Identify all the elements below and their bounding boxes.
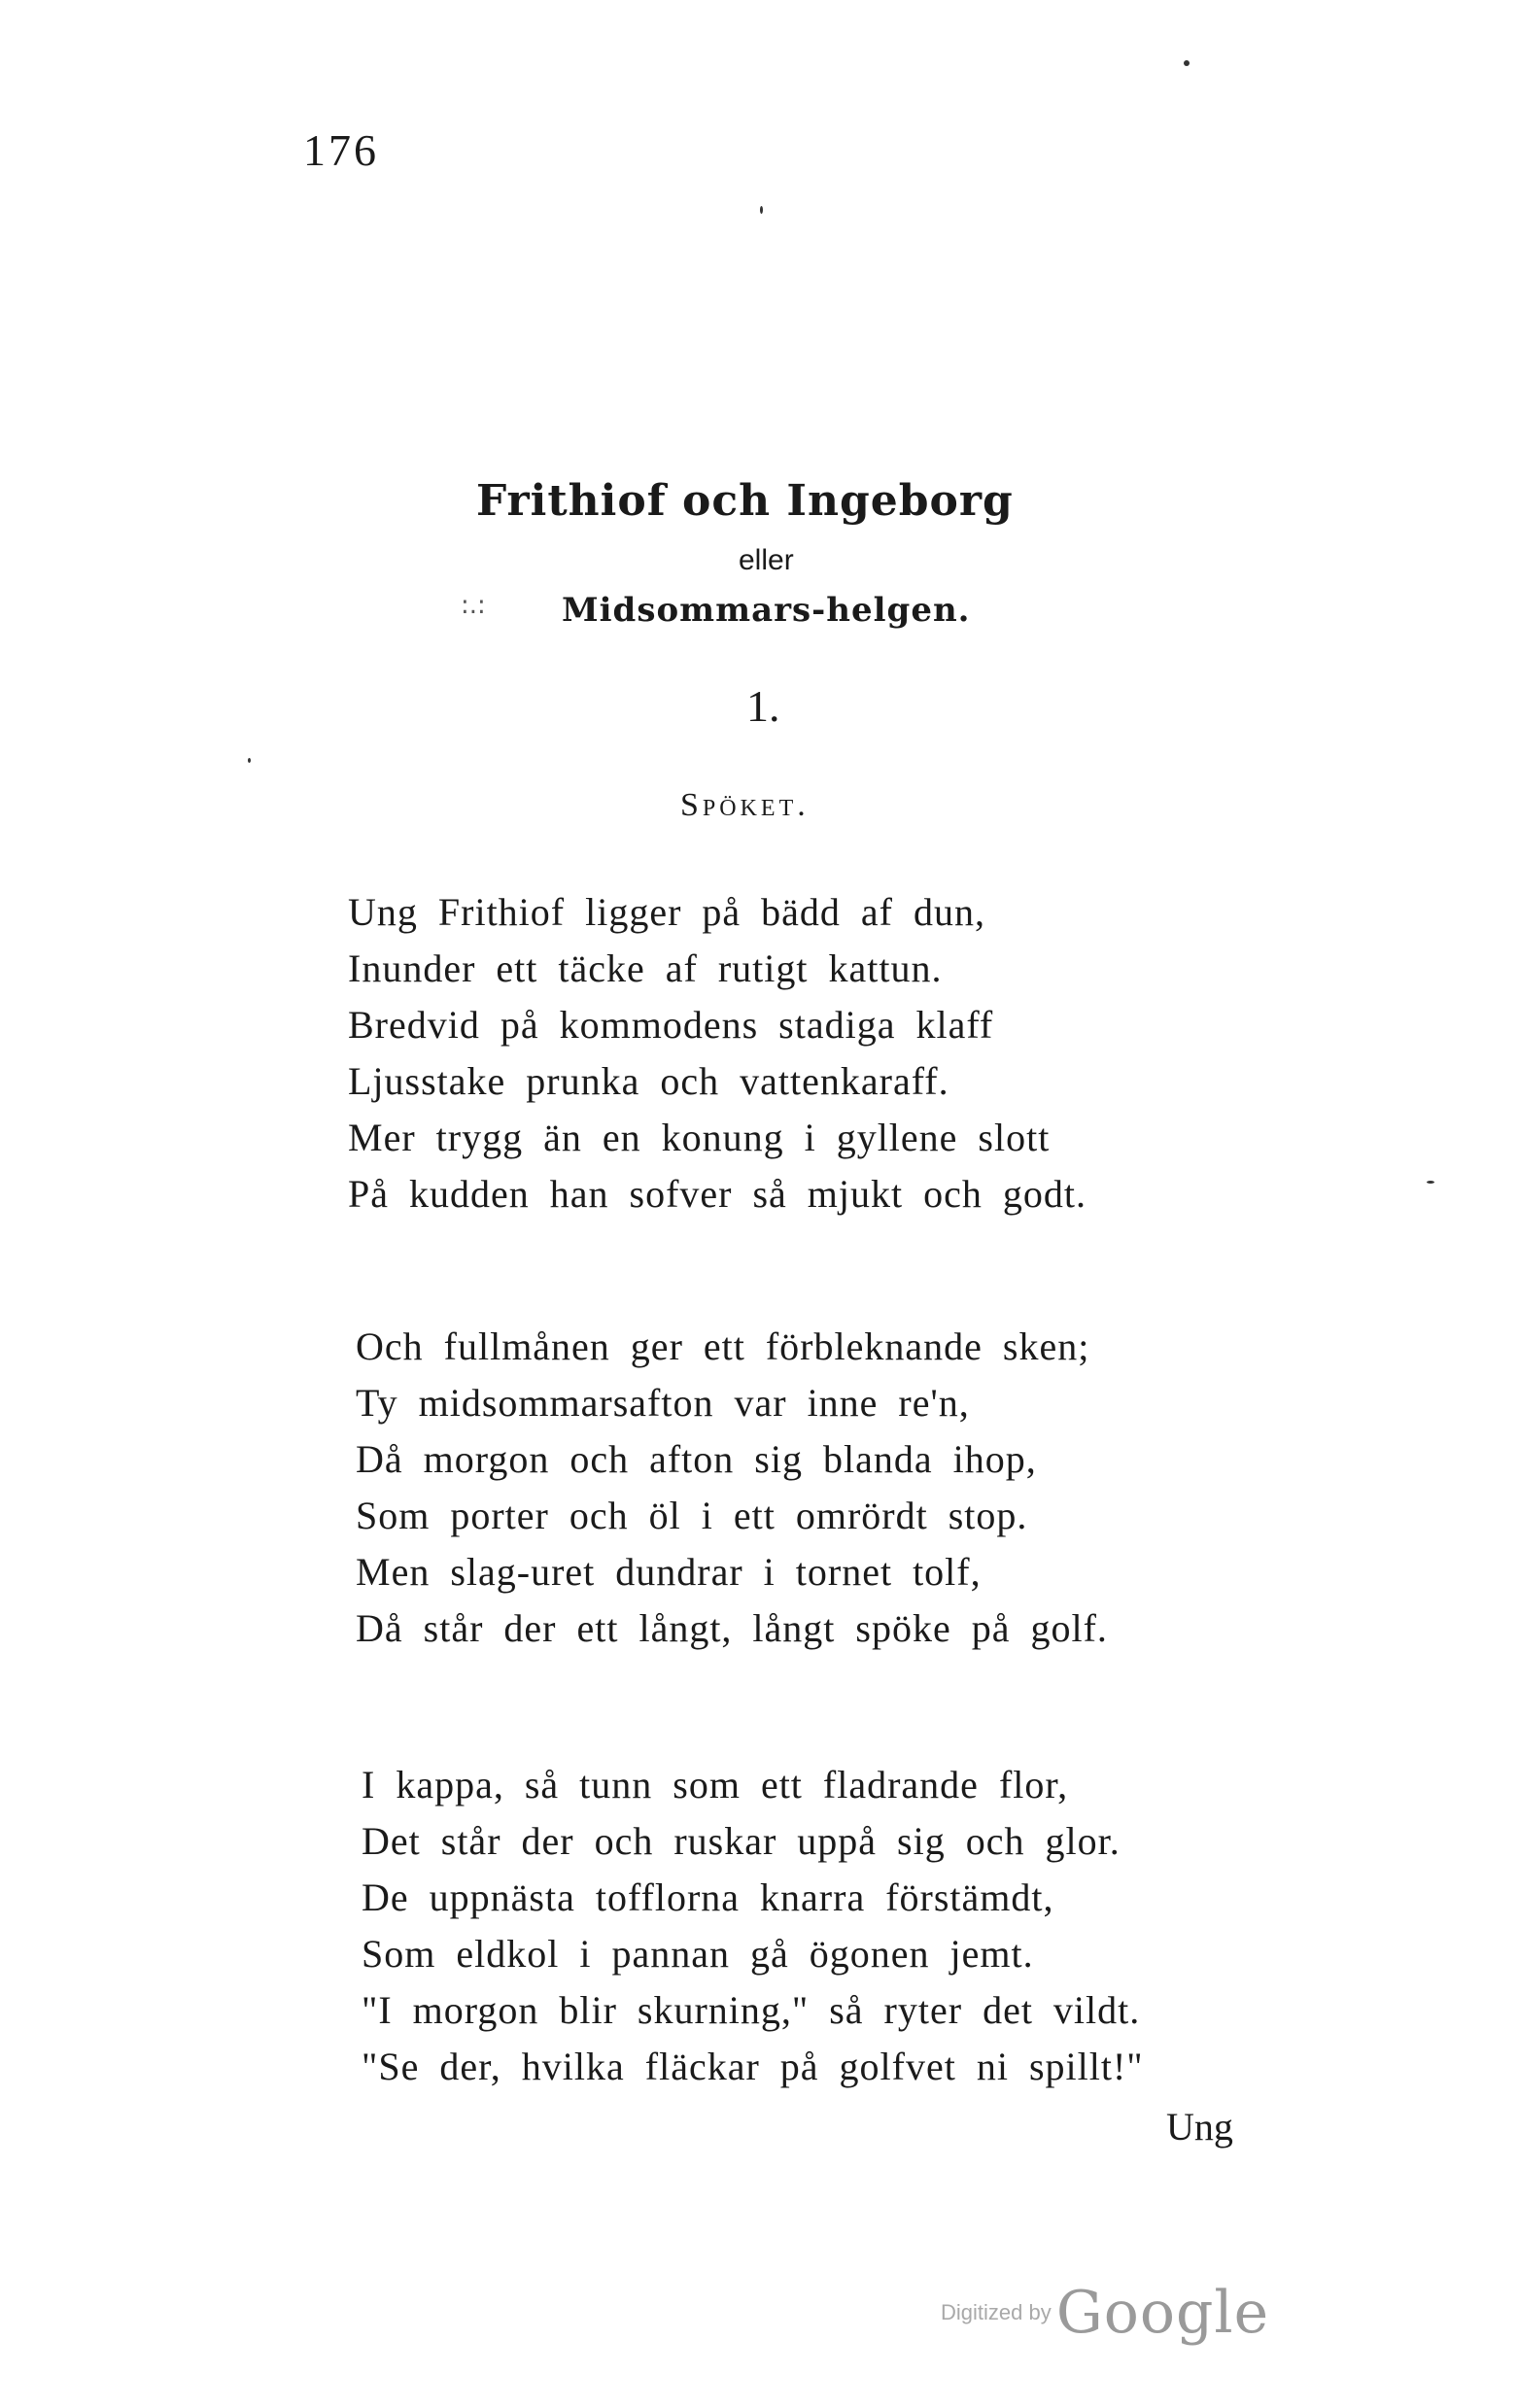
verse-line: Då står der ett långt, långt spöke på golf. <box>356 1606 1108 1650</box>
verse-line: Som porter och öl i ett omrördt stop. <box>356 1494 1028 1537</box>
verse-line: På kudden han sofver så mjukt och godt. <box>348 1172 1087 1216</box>
section-number: 1. <box>746 681 780 731</box>
verse-line: Då morgon och afton sig blanda ihop, <box>356 1437 1037 1481</box>
ornament-icon: :.: <box>461 591 486 620</box>
ink-speck <box>248 758 251 763</box>
verse-line: Som eldkol i pannan gå ögonen jemt. <box>362 1932 1034 1976</box>
catchword: Ung <box>1166 2105 1233 2149</box>
poem-title: Frithiof och Ingeborg <box>476 476 1014 526</box>
verse-line: Ung Frithiof ligger på bädd af dun, <box>348 890 985 934</box>
verse-line: Bredvid på kommodens stadiga klaff <box>348 1003 994 1047</box>
stanza-3 <box>362 1757 1144 2095</box>
verse-line: "I morgon blir skurning," så ryter det vildt. <box>362 1988 1141 2032</box>
section-title: Spöket. <box>680 787 810 823</box>
stanza-1 <box>348 884 1087 1222</box>
title-connector: eller <box>739 544 794 576</box>
digitized-watermark <box>941 2279 1269 2347</box>
verse-line: Ty midsommarsafton var inne re'n, <box>356 1381 970 1425</box>
verse-line: "Se der, hvilka fläckar på golfvet ni spillt!" <box>362 2045 1144 2088</box>
google-logo: Google <box>1055 2279 1270 2347</box>
stanza-2 <box>356 1319 1108 1657</box>
verse-line: I kappa, så tunn som ett fladrande flor, <box>362 1763 1069 1806</box>
verse-line: Och fullmånen ger ett förbleknande sken; <box>356 1324 1090 1368</box>
page-number: 176 <box>303 125 379 175</box>
verse-line: Det står der och ruskar uppå sig och glor. <box>362 1819 1121 1863</box>
verse-line: De uppnästa tofflorna knarra förstämdt, <box>362 1875 1054 1919</box>
ink-speck <box>1427 1181 1434 1184</box>
watermark-prefix: Digitized by <box>941 2300 1052 2324</box>
verse-line: Inunder ett täcke af rutigt kattun. <box>348 946 943 990</box>
verse-line: Men slag-uret dundrar i tornet tolf, <box>356 1550 982 1594</box>
verse-line: Mer trygg än en konung i gyllene slott <box>348 1116 1051 1159</box>
poem-subtitle: Midsommars-helgen. <box>562 591 971 630</box>
verse-line: Ljusstake prunka och vattenkaraff. <box>348 1059 949 1103</box>
ink-speck <box>1184 60 1190 66</box>
ink-speck <box>760 206 763 214</box>
